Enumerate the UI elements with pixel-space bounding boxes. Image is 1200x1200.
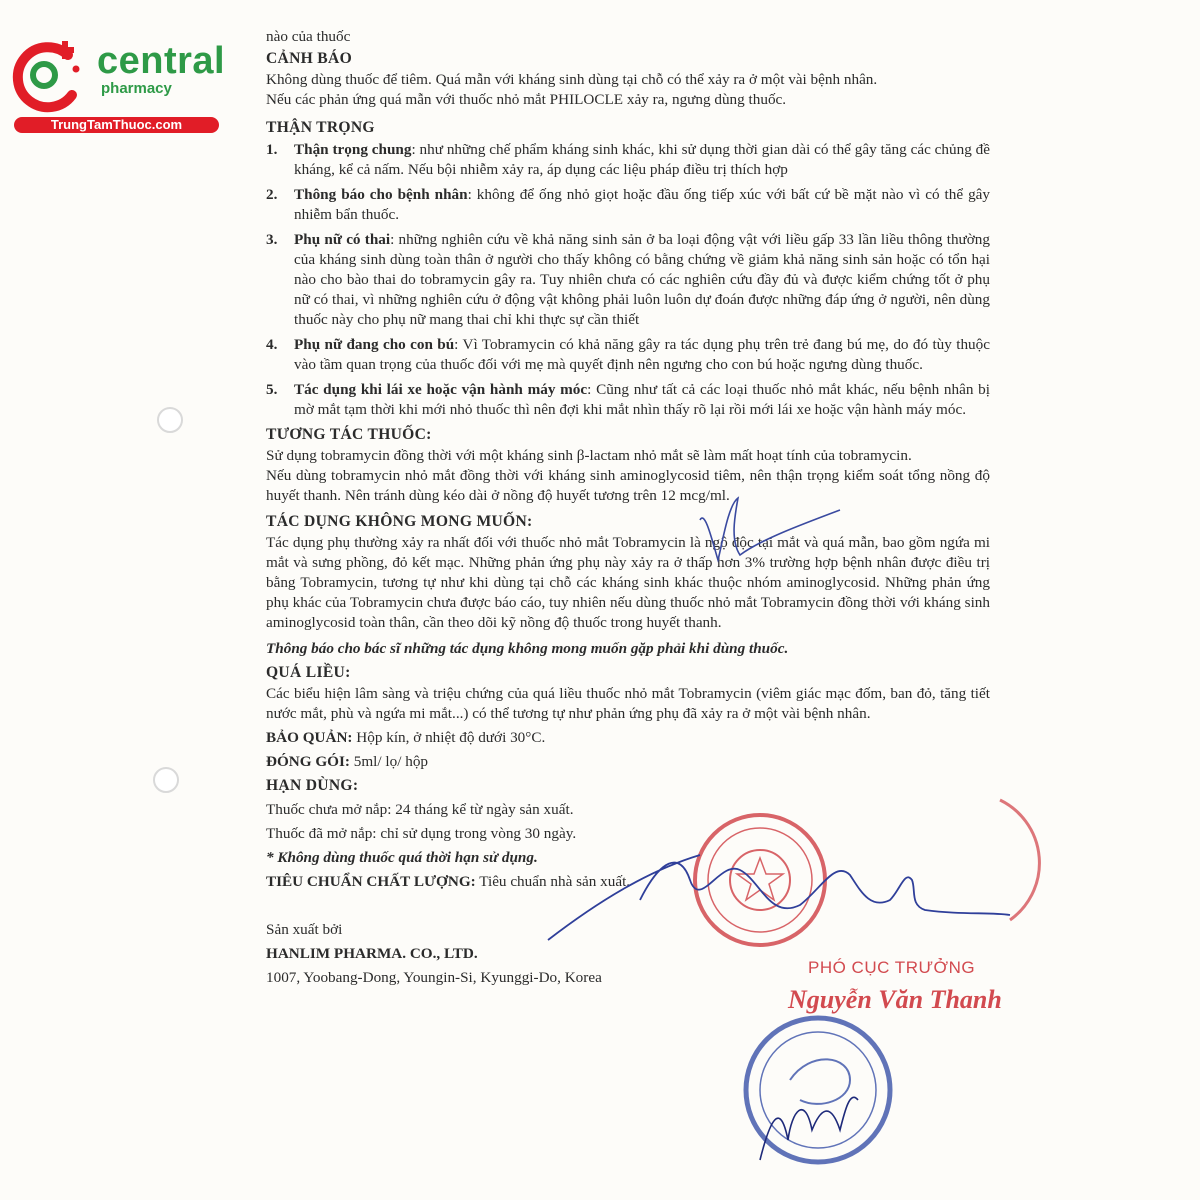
packing-text: 5ml/ lọ/ hộp xyxy=(349,753,429,770)
standard-text: Tiêu chuẩn nhà sản xuất. xyxy=(475,873,631,890)
punch-hole-top xyxy=(157,407,183,433)
continued-text: nào của thuốc xyxy=(266,28,351,45)
warning-line-2: Nếu các phản ứng quá mẫn với thuốc nhỏ mắt PHILOCLE xảy ra, ngưng dùng thuốc. xyxy=(266,91,787,108)
item-number: 2. xyxy=(266,186,278,203)
interactions-paragraph-2: Nếu dùng tobramycin nhỏ mắt đồng thời với kháng sinh aminoglycosid tiêm, nên thận trọng kiểm soát tổng nồng độ huyết thanh. Nên tránh dùng kéo dài ở nồng độ huyết tương trên 12 mcg/ml. xyxy=(266,467,990,504)
item-text: : Cũng như tất cả các loại thuốc nhỏ mắt khác, nếu bệnh nhân bị mờ mắt tạm thời khi mới nhỏ thuốc thì nên đợi khi mắt nhìn thấy rõ lại rồi mới lái xe hoặc vận hành máy móc. xyxy=(294,381,990,418)
logo-sub: pharmacy xyxy=(101,80,172,97)
manufacturer-label: Sản xuất bởi xyxy=(266,921,343,938)
item-text: : những nghiên cứu về khả năng sinh sản ở ba loại động vật với liều gấp 33 lần liều thông thường của kháng sinh dùng toàn thân ở người cho thấy không có bằng chứng về giảm khả năng sinh sản hoặc có tổn hại nào cho bào thai do tobramycin gây ra. Tuy nhiên chưa có các nghiên cứu đầy đủ và được kiểm chứng tốt ở phụ nữ có thai, vì những nghiên cứu ở động vật không phải luôn luôn dự đoán được những đáp ứng ở người, nên dùng thuốc này cho phụ nữ mang thai chỉ khi thực sự cần thiết xyxy=(294,231,990,328)
item-text: : như những chế phẩm kháng sinh khác, khi sử dụng thời gian dài có thể gây tăng các chủng đề kháng, kể cả nấm. Nếu bội nhiễm xảy ra, áp dụng các liệu pháp điều trị thích hợp xyxy=(294,141,990,178)
precautions-list xyxy=(266,140,990,420)
storage-text: Hộp kín, ở nhiệt độ dưới 30°C. xyxy=(352,729,546,746)
precautions-heading: THẬN TRỌNG xyxy=(266,119,375,136)
leaflet-text xyxy=(266,27,990,992)
item-title: Phụ nữ đang cho con bú xyxy=(294,336,455,353)
list-item xyxy=(266,140,990,180)
side-effects-heading: TÁC DỤNG KHÔNG MONG MUỐN: xyxy=(266,513,533,530)
punch-hole-bottom xyxy=(153,767,179,793)
manufacturer-name: HANLIM PHARMA. CO., LTD. xyxy=(266,945,478,962)
standard-row xyxy=(266,872,990,892)
overdose-paragraph: Các biểu hiện lâm sàng và triệu chứng của quá liều thuốc nhỏ mắt Tobramycin (viêm giác mạc đốm, ban đỏ, tăng tiết nước mắt, phù và ngứa mi mắt...) có thể tương tự như phản ứng phụ đã xảy ra ở một vài bệnh nhân. xyxy=(266,685,990,722)
item-text: : Vì Tobramycin có khả năng gây ra tác dụng phụ trên trẻ đang bú mẹ, do đó tùy thuộc vào tầm quan trọng của thuốc đối với mẹ mà quyết định nên ngưng cho con bú hoặc ngưng dùng thuốc. xyxy=(294,336,990,373)
standard-label: TIÊU CHUẨN CHẤT LƯỢNG: xyxy=(266,873,476,890)
shelf-life-opened: Thuốc đã mở nắp: chỉ sử dụng trong vòng 30 ngày. xyxy=(266,825,577,842)
warning-line-1: Không dùng thuốc để tiêm. Quá mẫn với kháng sinh dùng tại chỗ có thể xảy ra ở một vài bệnh nhân. xyxy=(266,71,878,88)
list-item xyxy=(266,335,990,375)
item-title: Phụ nữ có thai xyxy=(294,231,391,248)
logo-brand: central xyxy=(97,40,226,82)
storage-label: BẢO QUẢN: xyxy=(266,729,353,746)
manufacturer-address: 1007, Yoobang-Dong, Youngin-Si, Kyunggi-Do, Korea xyxy=(266,969,602,986)
item-text: : không để ống nhỏ giọt hoặc đầu ống tiếp xúc với bất cứ bề mặt nào vì có thể gây nhiễm bẩn thuốc. xyxy=(294,186,990,223)
list-item xyxy=(266,185,990,225)
overdose-heading: QUÁ LIỀU: xyxy=(266,664,351,681)
side-effects-paragraph: Tác dụng phụ thường xảy ra nhất đối với thuốc nhỏ mắt Tobramycin là ngộ độc tại mắt và quá mẫn, bao gồm ngứa mi mắt và sưng phồng, đỏ kết mạc. Những phản ứng phụ này xảy ra ở thấp hơn 3% trường hợp bệnh nhân được điều trị bằng Tobramycin, tương tự như khi dùng tại chỗ các kháng sinh khác thuộc nhóm aminoglycosid. Những phản ứng phụ khác của Tobramycin chưa được báo cáo, tuy nhiên nếu dùng thuốc nhỏ mắt Tobramycin đồng thời với kháng sinh aminoglycosid toàn thân, cần theo dõi kỹ nồng độ thuốc trong huyết thanh. xyxy=(266,534,990,631)
red-seal-partial xyxy=(1000,800,1039,920)
blue-seal xyxy=(746,1018,890,1162)
deputy-director-title: PHÓ CỤC TRƯỞNG xyxy=(808,958,976,977)
item-number: 4. xyxy=(266,336,278,353)
shelf-life-unopened: Thuốc chưa mở nắp: 24 tháng kể từ ngày sản xuất. xyxy=(266,801,574,818)
packing-label: ĐÓNG GÓI: xyxy=(266,753,350,770)
logo-url-bar: TrungTamThuoc.com xyxy=(14,117,219,133)
deputy-director-name: Nguyễn Văn Thanh xyxy=(788,985,1002,1014)
storage-row xyxy=(266,728,990,748)
interactions-heading: TƯƠNG TÁC THUỐC: xyxy=(266,426,432,443)
manufacturer-signature xyxy=(760,1097,858,1160)
warning-heading: CẢNH BÁO xyxy=(266,50,353,67)
list-item xyxy=(266,380,990,420)
item-number: 5. xyxy=(266,381,278,398)
interactions-paragraph-1: Sử dụng tobramycin đồng thời với một kháng sinh β-lactam nhỏ mắt sẽ làm mất hoạt tính của tobramycin. xyxy=(266,447,912,464)
pharmacy-c-icon xyxy=(10,37,90,117)
list-item xyxy=(266,230,990,330)
side-effects-notice: Thông báo cho bác sĩ những tác dụng không mong muốn gặp phải khi dùng thuốc. xyxy=(266,640,789,657)
item-title: Thận trọng chung xyxy=(294,141,412,158)
central-pharmacy-logo[interactable] xyxy=(10,35,226,135)
item-number: 1. xyxy=(266,141,278,158)
item-title: Thông báo cho bệnh nhân xyxy=(294,186,468,203)
shelf-life-heading: HẠN DÙNG: xyxy=(266,777,359,794)
item-title: Tác dụng khi lái xe hoặc vận hành máy móc xyxy=(294,381,588,398)
packing-row xyxy=(266,752,990,772)
item-number: 3. xyxy=(266,231,278,248)
shelf-life-note: * Không dùng thuốc quá thời hạn sử dụng. xyxy=(266,849,538,866)
